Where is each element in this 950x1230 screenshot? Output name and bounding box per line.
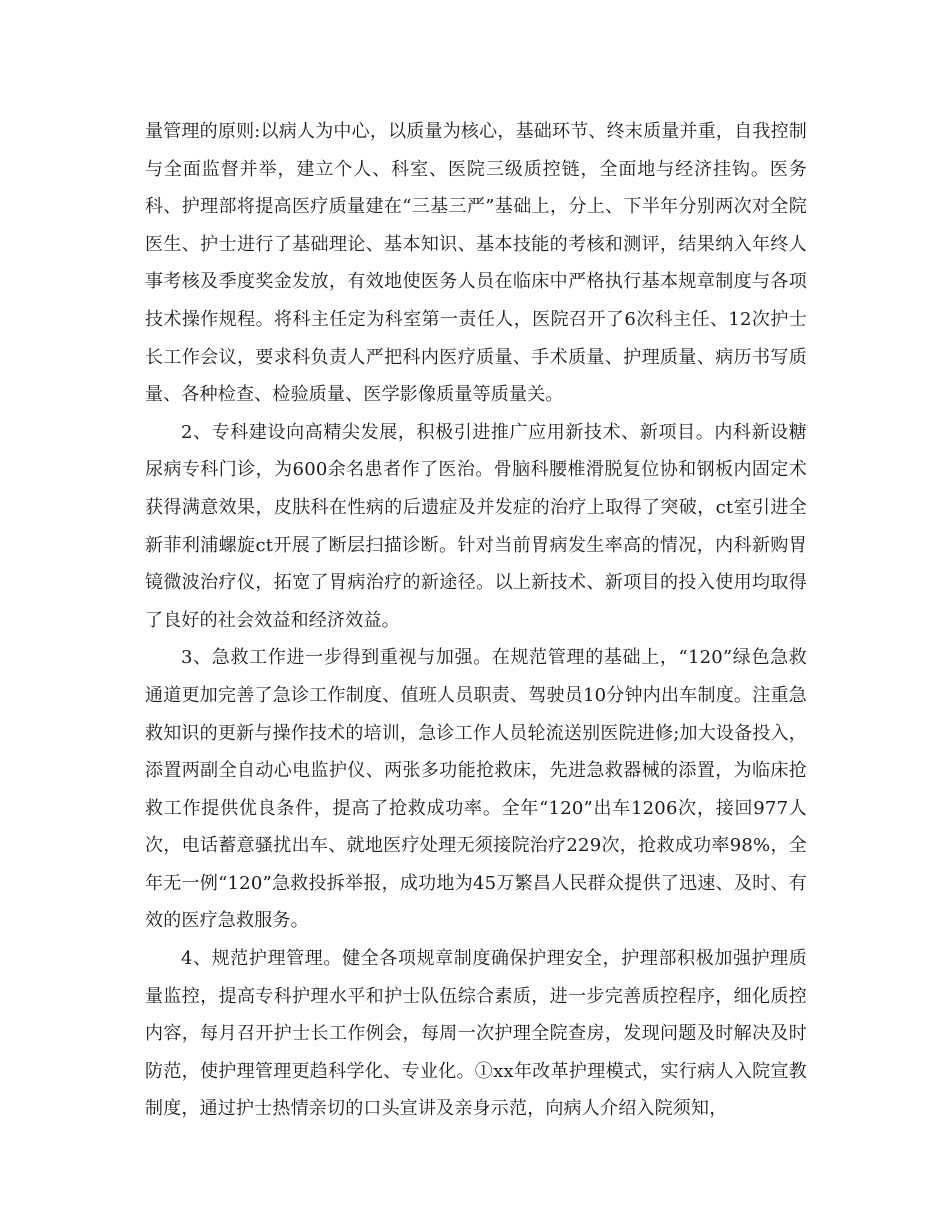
- document-body: [145, 113, 807, 1128]
- paragraph-nursing-management: 4、规范护理管理。健全各项规章制度确保护理安全，护理部积极加强护理质量监控，提高专科护理水平和护士队伍综合素质，进一步完善质控程序，细化质控内容，每月召开护士长工作例会，每周一次护理全院查房，发现问题及时解决及时防范，使护理管理更趋科学化、专业化。①xx年改革护理模式，实行病人入院宣教制度，通过护士热情亲切的口头宣讲及亲身示范，向病人介绍入院须知，: [145, 948, 807, 1120]
- paragraph-specialty-development: 2、专科建设向高精尖发展，积极引进推广应用新技术、新项目。内科新设糖尿病专科门诊，为600余名患者作了医治。骨脑科腰椎滑脱复位协和钢板内固定术获得满意效果，皮肤科在性病的后遗症及并发症的治疗上取得了突破，ct室引进全新菲利浦螺旋ct开展了断层扫描诊断。针对当前胃病发生率高的情况，内科新购胃镜微波治疗仪，拓宽了胃病治疗的新途径。以上新技术、新项目的投入使用均取得了良好的社会效益和经济效益。: [145, 421, 807, 631]
- paragraph-quality-management: 量管理的原则:以病人为中心，以质量为核心，基础环节、终末质量并重，自我控制与全面监督并举，建立个人、科室、医院三级质控链，全面地与经济挂钩。医务科、护理部将提高医疗质量建在“三基三严”基础上，分上、下半年分别两次对全院医生、护士进行了基础理论、基本知识、基本技能的考核和测评，结果纳入年终人事考核及季度奖金发放，有效地使医务人员在临床中严格执行基本规章制度与各项技术操作规程。将科主任定为科室第一责任人，医院召开了6次科主任、12次护士长工作会议，要求科负责人严把科内医疗质量、手术质量、护理质量、病历书写质量、各种检查、检验质量、医学影像质量等质量关。: [145, 121, 807, 406]
- paragraph-emergency-work: 3、急救工作进一步得到重视与加强。在规范管理的基础上，“120”绿色急救通道更加完善了急诊工作制度、值班人员职责、驾驶员10分钟内出车制度。注重急救知识的更新与操作技术的培训，急诊工作人员轮流送别医院进修;加大设备投入，添置两副全自动心电监护仪、两张多功能抢救床，先进急救器械的添置，为临床抢救工作提供优良条件，提高了抢救成功率。全年“120”出车1206次，接回977人次，电话蓄意骚扰出车、就地医疗处理无须接院治疗229次，抢救成功率98%，全年无一例“120”急救投拆举报，成功地为45万繁昌人民群众提供了迅速、及时、有效的医疗急救服务。: [145, 647, 807, 932]
